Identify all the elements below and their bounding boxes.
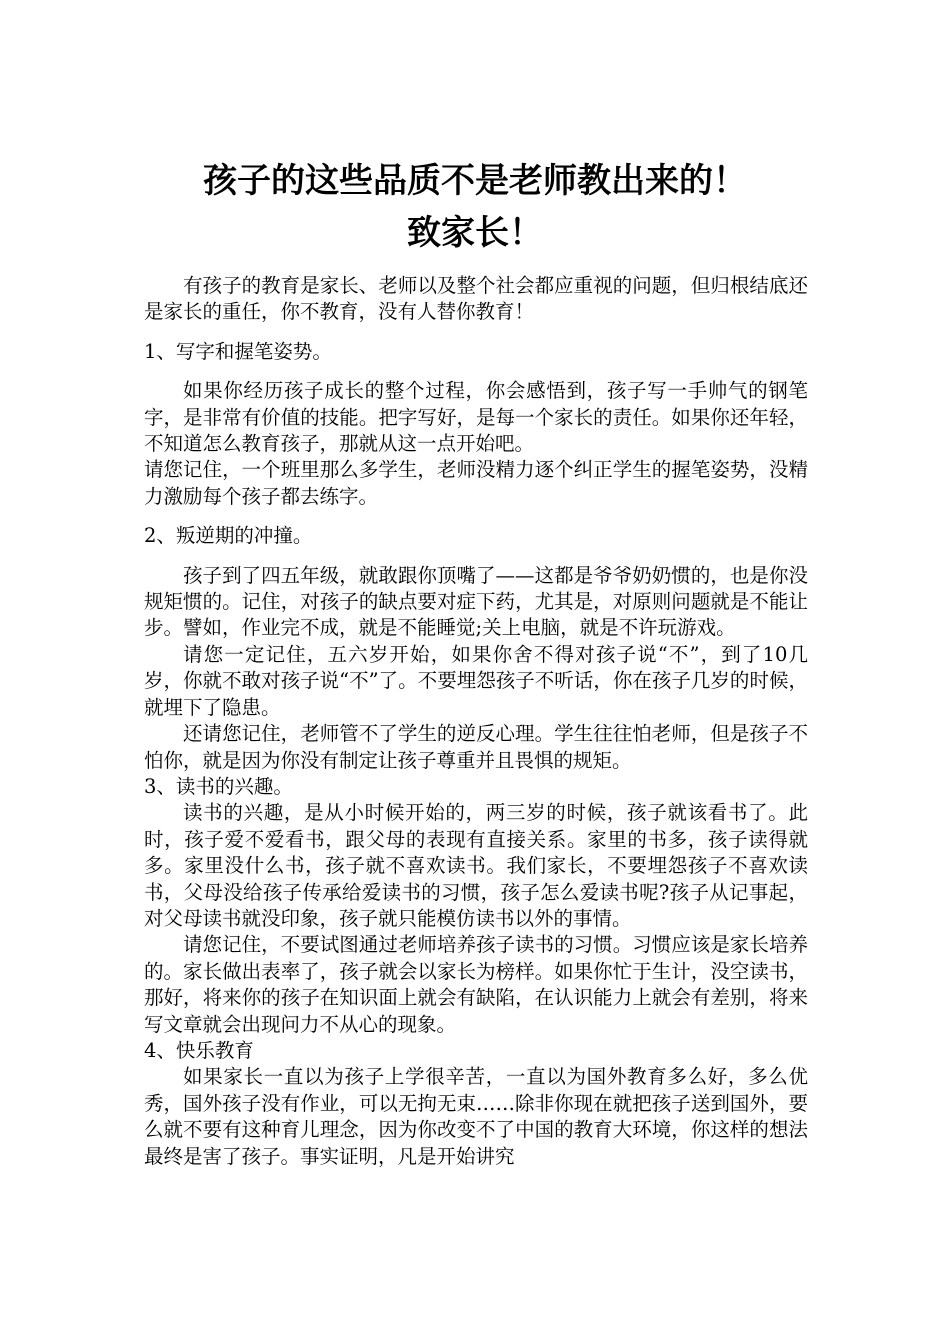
section-heading: 1、写字和握笔姿势。: [144, 339, 332, 363]
section-heading: 2、叛逆期的冲撞。: [144, 524, 313, 548]
document-body: [144, 273, 808, 1170]
section-paragraph: 请您记住，不要试图通过老师培养孩子读书的习惯。习惯应该是家长培养的。家长做出表率了，孩子就会以家长为榜样。如果你忙于生计，没空读书，那好，将来你的孩子在知识面上就会有缺陷，在认识能力上就会有差别，将来写文章就会出现问力不从心的现象。: [144, 933, 808, 1036]
section-paragraph: 请您记住，一个班里那么多学生，老师没精力逐个纠正学生的握笔姿势，没精力激励每个孩子都去练字。: [144, 458, 808, 508]
section-paragraph: 还请您记住，老师管不了学生的逆反心理。学生往往怕老师，但是孩子不怕你，就是因为你没有制定让孩子尊重并且畏惧的规矩。: [144, 722, 808, 772]
document-subtitle: 致家长！: [407, 213, 543, 253]
section-paragraph: 如果家长一直以为孩子上学很辛苦，一直以为国外教育多么好，多么优秀，国外孩子没有作业，可以无拘无束……除非你现在就把孩子送到国外，要么就不要有这种育儿理念，因为你改变不了中国的教育大环境，你这样的想法最终是害了孩子。事实证明，凡是开始讲究: [144, 1065, 808, 1168]
section-paragraph: 请您一定记住，五六岁开始，如果你舍不得对孩子说“不”，到了10几岁，你就不敢对孩子说“不”了。不要埋怨孩子不听话，你在孩子几岁的时候，就埋下了隐患。: [144, 642, 808, 719]
section-heading: 4、快乐教育: [144, 1038, 254, 1062]
intro-paragraph: 有孩子的教育是家长、老师以及整个社会都应重视的问题，但归根结底还是家长的重任，你不教育，没有人替你教育！: [144, 274, 808, 324]
document-title: 孩子的这些品质不是老师教出来的！: [203, 161, 747, 201]
section-heading: 3、读书的兴趣。: [144, 774, 293, 798]
section-paragraph: 如果你经历孩子成长的整个过程，你会感悟到，孩子写一手帅气的钢笔字，是非常有价值的技能。把字写好，是每一个家长的责任。如果你还年轻，不知道怎么教育孩子，那就从这一点开始吧。: [144, 379, 808, 456]
section-paragraph: 孩子到了四五年级，就敢跟你顶嘴了——这都是爷爷奶奶惯的，也是你没规矩惯的。记住，对孩子的缺点要对症下药，尤其是，对原则问题就是不能让步。譬如，作业完不成，就是不能睡觉;关上电脑，就是不许玩游戏。: [144, 563, 808, 640]
section-paragraph: 读书的兴趣，是从小时候开始的，两三岁的时候，孩子就该看书了。此时，孩子爱不爱看书，跟父母的表现有直接关系。家里的书多，孩子读得就多。家里没什么书，孩子就不喜欢读书。我们家长，不要埋怨孩子不喜欢读书，父母没给孩子传承给爱读书的习惯，孩子怎么爱读书呢?孩子从记事起，对父母读书就没印象，孩子就只能模仿读书以外的事情。: [144, 801, 808, 930]
